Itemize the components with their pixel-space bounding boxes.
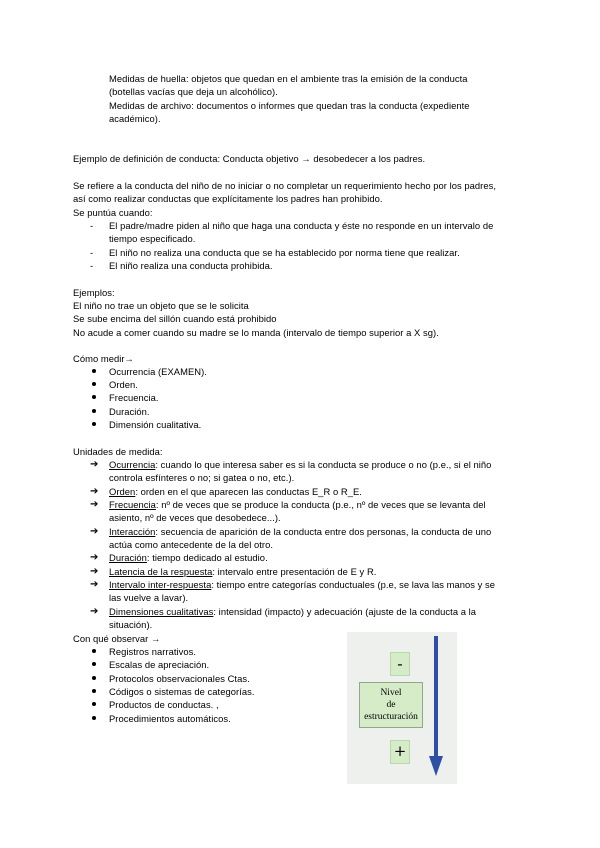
dash-marker: - xyxy=(90,247,94,258)
unit-item xyxy=(109,498,486,511)
units-heading: Unidades de medida: xyxy=(73,446,163,457)
archivo-text: : documentos o informes que quedan tras la conducta (expediente xyxy=(191,100,470,111)
examples-line-1: El niño no trae un objeto que se le solicita xyxy=(73,300,249,311)
scored-heading: Se puntúa cuando: xyxy=(73,207,153,218)
huella-line xyxy=(109,72,468,85)
unit-cont: situación). xyxy=(109,619,153,630)
archivo-cont: académico). xyxy=(109,113,161,124)
arrow-right-icon: ➔ xyxy=(90,566,99,577)
unit-term: Interacción xyxy=(109,526,156,537)
unit-item xyxy=(109,458,491,471)
measure-heading: Cómo medir→ xyxy=(73,353,134,364)
observe-item: Registros narrativos. xyxy=(109,646,197,657)
bullet-icon xyxy=(92,676,96,680)
level-label-3: estructuración xyxy=(364,712,418,722)
unit-cont: asiento, nº de veces que desobedece...). xyxy=(109,512,281,523)
unit-item xyxy=(109,578,495,591)
bullet-icon xyxy=(92,382,96,386)
scored-item-1: El padre/madre piden al niño que haga una conducta y éste no responde en un intervalo de xyxy=(109,220,494,231)
unit-text: : nº de veces que se produce la conducta (p.e., nº de veces que se levanta del xyxy=(155,499,486,510)
examples-heading: Ejemplos: xyxy=(73,287,115,298)
measure-item: Orden. xyxy=(109,379,138,390)
observe-item: Procedimientos automáticos. xyxy=(109,713,231,724)
unit-item xyxy=(109,485,362,498)
level-label-1: Nivel xyxy=(380,688,402,698)
observe-heading: Con qué observar → xyxy=(73,633,161,644)
measure-item: Duración. xyxy=(109,406,150,417)
level-label-2: de xyxy=(386,700,396,710)
measure-item: Dimensión cualitativa. xyxy=(109,419,202,430)
unit-text: : orden en el que aparecen las conductas E_R o R_E. xyxy=(135,486,362,497)
arrow-right-icon: ➔ xyxy=(90,499,99,510)
observe-item: Escalas de apreciación. xyxy=(109,659,210,670)
example-line-1: Se refiere a la conducta del niño de no iniciar o no completar un requerimiento hecho por los padres, xyxy=(73,180,497,191)
bullet-icon xyxy=(92,369,96,373)
archivo-line xyxy=(109,99,470,112)
examples-line-3: No acude a comer cuando su madre se lo manda (intervalo de tiempo superior a X sg). xyxy=(73,327,439,338)
unit-text: : intensidad (impacto) y adecuación (ajuste de la conducta a la xyxy=(213,606,477,617)
unit-term: Orden xyxy=(109,486,136,497)
example-line-2: así como realizar conductas que explícitamente los padres han prohibido. xyxy=(73,193,383,204)
bullet-icon xyxy=(92,716,96,720)
huella-text: : objetos que quedan en el ambiente tras la emisión de la conducta xyxy=(185,73,468,84)
arrow-right-icon: ➔ xyxy=(90,606,99,617)
dash-marker: - xyxy=(90,260,94,271)
measure-item: Frecuencia. xyxy=(109,392,159,403)
unit-item xyxy=(109,525,491,538)
unit-cont: controla esfínteres o no; si gatea o no, etc.). xyxy=(109,472,295,483)
archivo-label: Medidas de archivo xyxy=(109,100,192,111)
unit-text: : secuencia de aparición de la conducta entre dos personas, la conducta de uno xyxy=(155,526,492,537)
unit-cont: actúa como antecedente de la del otro. xyxy=(109,539,273,550)
observe-item: Códigos o sistemas de categorías. xyxy=(109,686,255,697)
unit-text: : intervalo entre presentación de E y R. xyxy=(212,566,377,577)
unit-cont: las vuelve a lavar). xyxy=(109,592,189,603)
bullet-icon xyxy=(92,689,96,693)
arrow-right-icon: ➔ xyxy=(90,486,99,497)
bullet-icon xyxy=(92,395,96,399)
examples-line-2: Se sube encima del sillón cuando está prohibido xyxy=(73,313,277,324)
scored-item-2: El niño no realiza una conducta que se ha establecido por norma tiene que realizar. xyxy=(109,247,460,258)
unit-text: : tiempo entre categorías conductuales (p.e, se lava las manos y se xyxy=(211,579,496,590)
bullet-icon xyxy=(92,649,96,653)
level-box xyxy=(359,682,423,728)
unit-term: Ocurrencia xyxy=(109,459,156,470)
unit-item xyxy=(109,551,268,564)
example-heading: Ejemplo de definición de conducta: Conducta objetivo → desobedecer a los padres. xyxy=(73,153,426,164)
huella-label: Medidas de huella xyxy=(109,73,186,84)
arrow-right-icon: ➔ xyxy=(90,526,99,537)
structuring-level-diagram xyxy=(347,632,457,784)
unit-term: Duración xyxy=(109,552,147,563)
observe-item: Protocolos observacionales Ctas. xyxy=(109,673,250,684)
bullet-icon xyxy=(92,409,96,413)
unit-term: Frecuencia xyxy=(109,499,156,510)
bullet-icon xyxy=(92,702,96,706)
arrow-right-icon: ➔ xyxy=(90,552,99,563)
unit-text: : tiempo dedicado al estudio. xyxy=(146,552,268,563)
unit-term: Intervalo inter-respuesta xyxy=(109,579,212,590)
huella-cont: (botellas vacías que deja un alcohólico). xyxy=(109,86,278,97)
minus-box xyxy=(390,652,410,676)
unit-item xyxy=(109,605,476,618)
bullet-icon xyxy=(92,422,96,426)
unit-term: Dimensiones cualitativas xyxy=(109,606,214,617)
unit-term: Latencia de la respuesta xyxy=(109,566,213,577)
unit-item xyxy=(109,565,376,578)
bullet-icon xyxy=(92,662,96,666)
unit-text: : cuando lo que interesa saber es si la conducta se produce o no (p.e., si el niño xyxy=(155,459,492,470)
dash-marker: - xyxy=(90,220,94,231)
down-arrow-icon xyxy=(427,632,447,784)
arrow-right-icon: ➔ xyxy=(90,459,99,470)
scored-item-1-cont: tiempo especificado. xyxy=(109,233,196,244)
scored-item-3: El niño realiza una conducta prohibida. xyxy=(109,260,273,271)
plus-box xyxy=(390,740,410,764)
minus-label: - xyxy=(397,654,403,673)
observe-item: Productos de conductas. , xyxy=(109,699,219,710)
plus-label: + xyxy=(393,742,407,760)
measure-item: Ocurrencia (EXAMEN). xyxy=(109,366,207,377)
arrow-right-icon: ➔ xyxy=(90,579,99,590)
